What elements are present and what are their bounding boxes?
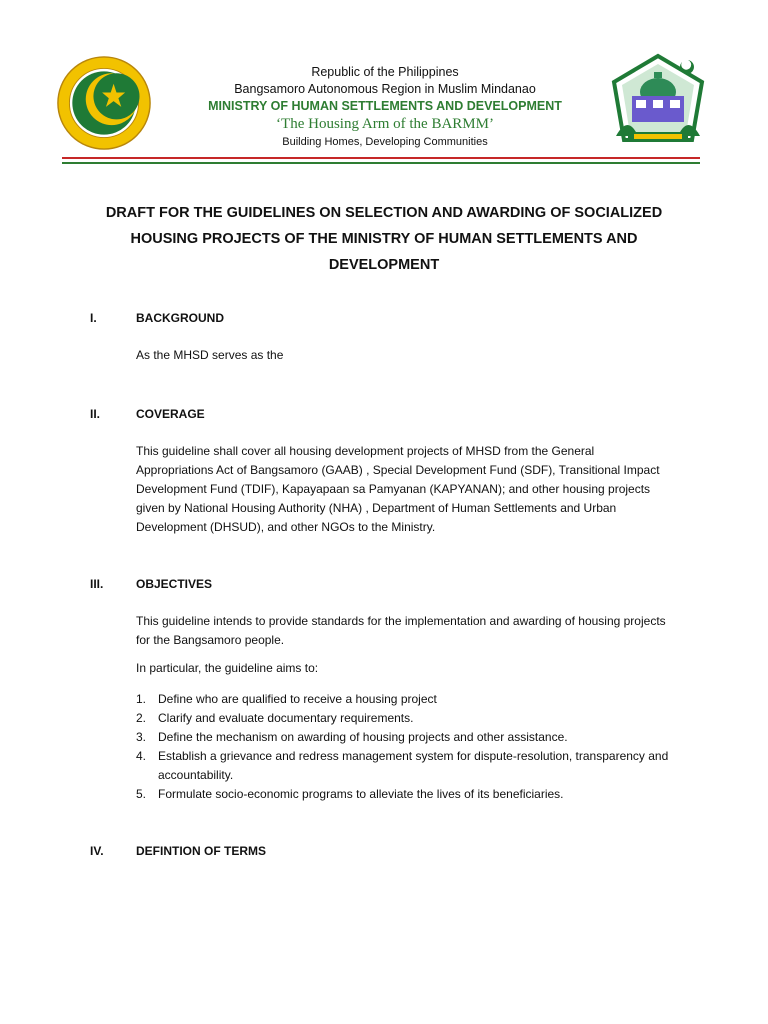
coverage-paragraph: This guideline shall cover all housing development projects of MHSD from the General Appropriations Act of Bangsamoro (GAAB) , Special Development Fund (SDF), Transitional Impact Development Fund (TDIF), Kapayapaan sa Pamyanan (KAPYANAN); and other housing projects given by National Housing Authority (NHA) , Department of Human Settlements and Urban Development (DHSUD), and other NGOs to the Ministry. — [136, 444, 660, 534]
list-item — [136, 690, 676, 709]
list-item-number: 1. — [136, 692, 147, 706]
section-heading-definition-of-terms: DEFINTION OF TERMS — [136, 844, 266, 858]
document-title: DRAFT FOR THE GUIDELINES ON SELECTION AND AWARDING OF SOCIALIZED HOUSING PROJECTS OF THE MINISTRY OF HUMAN SETTLEMENTS AND DEVELOPMENT — [105, 205, 663, 273]
letterhead — [0, 0, 768, 170]
list-item-number: 5. — [136, 787, 147, 801]
header-divider-red — [62, 157, 700, 159]
list-item — [136, 728, 676, 747]
objectives-list — [136, 690, 676, 804]
background-paragraph: As the MHSD serves as the — [136, 348, 284, 362]
ministry-name: MINISTRY OF HUMAN SETTLEMENTS AND DEVELOPMENT — [208, 99, 562, 113]
list-item-text: Define the mechanism on awarding of housing projects and other assistance. — [158, 730, 568, 744]
section-heading-objectives: OBJECTIVES — [136, 577, 213, 591]
list-item — [136, 785, 676, 804]
list-item-number: 2. — [136, 711, 147, 725]
section-number: I. — [90, 311, 97, 325]
list-item-number: 4. — [136, 749, 147, 763]
region-line: Bangsamoro Autonomous Region in Muslim Mindanao — [234, 82, 536, 96]
ministry-tagline: ‘The Housing Arm of the BARMM’ — [276, 116, 494, 132]
list-item-text: Establish a grievance and redress management system for dispute-resolution, transparency and accountability. — [158, 749, 669, 782]
republic-line: Republic of the Philippines — [311, 65, 459, 79]
mhsd-logo — [608, 52, 708, 148]
barmm-seal-logo — [56, 55, 152, 151]
letterhead-text — [170, 64, 600, 151]
ministry-slogan: Building Homes, Developing Communities — [282, 136, 488, 148]
list-item — [136, 747, 676, 785]
list-item — [136, 709, 676, 728]
list-item-text: Formulate socio-economic programs to alleviate the lives of its beneficiaries. — [158, 787, 564, 801]
section-number: II. — [90, 407, 101, 421]
list-item-text: Define who are qualified to receive a housing project — [158, 692, 437, 706]
section-number: IV. — [90, 844, 104, 858]
objectives-paragraph: This guideline intends to provide standards for the implementation and awarding of housing projects for the Bangsamoro people. — [136, 614, 666, 647]
header-divider-green — [62, 162, 700, 164]
section-heading-background: BACKGROUND — [136, 311, 224, 325]
section-heading-coverage: COVERAGE — [136, 407, 205, 421]
objectives-intro: In particular, the guideline aims to: — [136, 661, 319, 675]
list-item-number: 3. — [136, 730, 147, 744]
list-item-text: Clarify and evaluate documentary requirements. — [158, 711, 414, 725]
section-number: III. — [90, 577, 104, 591]
